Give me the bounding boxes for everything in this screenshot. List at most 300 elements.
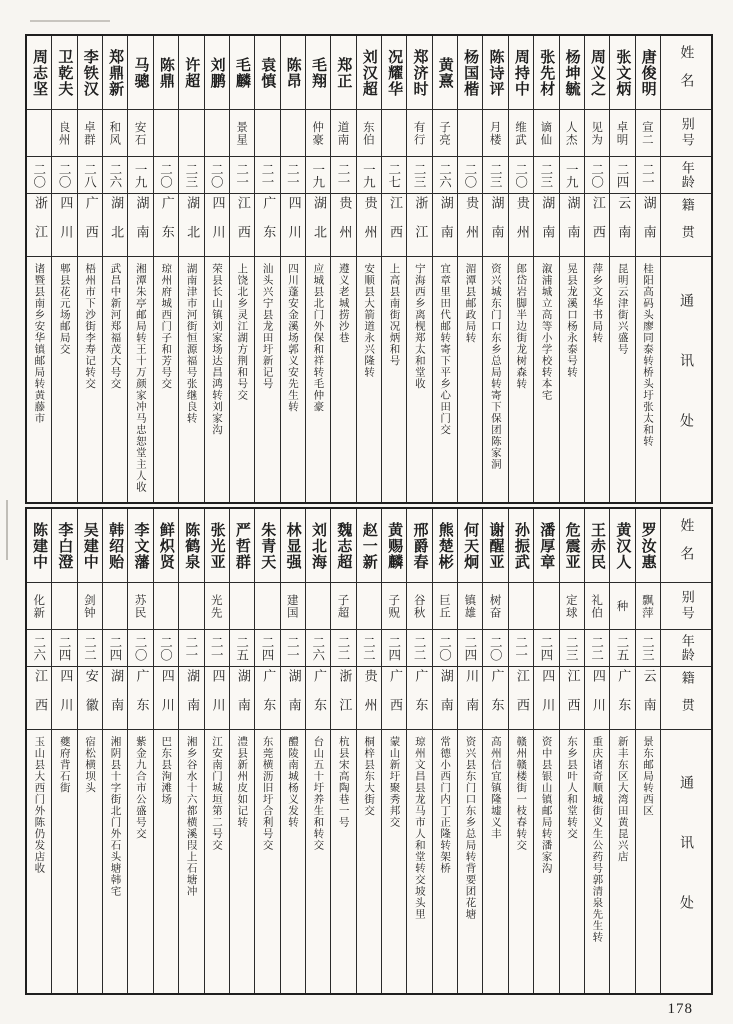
alias-cell: 子贶 xyxy=(382,583,406,630)
address-cell: 湘乡谷水十六都横溪叚上石塘冲 xyxy=(185,736,198,897)
entry-column xyxy=(509,509,534,993)
address-cell: 四川蓬安金溪场郭义安先生转 xyxy=(287,263,300,413)
address-cell: 郫县花元场邮局交 xyxy=(58,263,71,355)
age-cell: 二二 xyxy=(407,630,431,667)
header-age-label: 年龄 xyxy=(661,157,711,194)
entry-column xyxy=(281,36,306,502)
entry-column xyxy=(534,509,559,993)
entry-column xyxy=(306,36,331,502)
native-cell: 江西 xyxy=(560,667,584,730)
native-cell: 江西 xyxy=(509,667,533,730)
name-cell: 鲜炽贤 xyxy=(154,509,178,583)
native-cell: 广西 xyxy=(78,194,102,257)
age-cell: 二一 xyxy=(636,157,660,194)
native-cell: 湖南 xyxy=(230,667,254,730)
native-cell: 安徽 xyxy=(78,667,102,730)
entry-column xyxy=(331,36,356,502)
entry-column xyxy=(433,509,458,993)
native-cell: 湖南 xyxy=(179,667,203,730)
alias-cell: 建国 xyxy=(281,583,305,630)
name-cell: 潘厚章 xyxy=(534,509,558,583)
address-cell: 梧州市下沙街李寿记转交 xyxy=(84,263,97,390)
name-cell: 毛麟 xyxy=(230,36,254,110)
header-address-label: 通讯处 xyxy=(677,774,694,955)
address-cell: 醴陵南城杨义发转 xyxy=(287,736,300,828)
native-cell: 广东 xyxy=(154,194,178,257)
address-cell: 东乡县叶人和堂转交 xyxy=(565,736,578,840)
name-cell: 杨国楷 xyxy=(458,36,482,110)
alias-cell: 光先 xyxy=(205,583,229,630)
name-cell: 孙振武 xyxy=(509,509,533,583)
native-cell: 贵州 xyxy=(357,194,381,257)
alias-cell: 树奋 xyxy=(483,583,507,630)
entry-column xyxy=(230,509,255,993)
entry-column xyxy=(585,36,610,502)
age-cell: 二〇 xyxy=(205,157,229,194)
entry-column xyxy=(78,36,103,502)
header-name-label: 姓名 xyxy=(661,509,711,583)
entry-column xyxy=(357,36,382,502)
alias-cell: 定球 xyxy=(560,583,584,630)
address-cell: 高州信宜镇隆墟义丰 xyxy=(489,736,502,840)
header-address-label: 通讯处 xyxy=(677,292,694,473)
name-cell: 谢醒亚 xyxy=(483,509,507,583)
address-cell: 湖南津市河街恒源福号张继良转 xyxy=(185,263,198,424)
age-cell: 一九 xyxy=(560,157,584,194)
entry-column xyxy=(230,36,255,502)
entry-column xyxy=(458,36,483,502)
alias-cell xyxy=(306,583,330,630)
header-alias-label: 别号 xyxy=(661,110,711,157)
alias-cell xyxy=(179,110,203,157)
header-age-label: 年龄 xyxy=(661,630,711,667)
native-cell: 江西 xyxy=(230,194,254,257)
age-cell: 二六 xyxy=(433,157,457,194)
directory-table-top xyxy=(25,34,713,504)
address-cell: 遵义老城捞沙巷 xyxy=(337,263,350,344)
address-cell: 湘潭朱亭邮局转王十万颜家冲马忠恕堂主人收 xyxy=(134,263,147,493)
entry-column xyxy=(509,36,534,502)
alias-cell: 道南 xyxy=(331,110,355,157)
name-cell: 朱青天 xyxy=(255,509,279,583)
alias-cell: 巨丘 xyxy=(433,583,457,630)
alias-cell xyxy=(255,583,279,630)
alias-cell xyxy=(27,110,51,157)
age-cell: 二六 xyxy=(27,630,51,667)
address-cell: 桐梓县东大街交 xyxy=(363,736,376,817)
native-cell: 广西 xyxy=(382,667,406,730)
alias-cell: 谪仙 xyxy=(534,110,558,157)
name-cell: 张先材 xyxy=(534,36,558,110)
address-cell: 宿松横坝头 xyxy=(84,736,97,794)
alias-cell: 安石 xyxy=(128,110,152,157)
entry-column xyxy=(205,36,230,502)
directory-table-bottom xyxy=(25,507,713,995)
entry-column xyxy=(636,509,661,993)
address-cell: 紫金九合市公盛号交 xyxy=(134,736,147,840)
name-cell: 陈诗评 xyxy=(483,36,507,110)
entry-column xyxy=(103,36,128,502)
alias-cell xyxy=(281,110,305,157)
age-cell: 二三 xyxy=(483,157,507,194)
age-cell: 二一 xyxy=(179,630,203,667)
native-cell: 广东 xyxy=(128,667,152,730)
age-cell: 二〇 xyxy=(483,630,507,667)
native-cell: 广东 xyxy=(255,667,279,730)
native-cell: 云南 xyxy=(636,667,660,730)
name-cell: 黄汉人 xyxy=(610,509,634,583)
age-cell: 二一 xyxy=(205,630,229,667)
age-cell: 二五 xyxy=(610,630,634,667)
age-cell: 二三 xyxy=(407,157,431,194)
name-cell: 郑鼎新 xyxy=(103,36,127,110)
age-cell: 二〇 xyxy=(52,157,76,194)
native-cell: 湖南 xyxy=(636,194,660,257)
header-column xyxy=(661,509,711,993)
age-cell: 二一 xyxy=(281,630,305,667)
address-cell: 琼州文昌县龙马市人和堂转交坡头里 xyxy=(413,736,426,920)
address-cell: 萍乡文华书局转 xyxy=(591,263,604,344)
age-cell: 二二 xyxy=(357,630,381,667)
address-cell: 武昌中新河郑福茂大号交 xyxy=(109,263,122,390)
address-cell: 资兴城东门口东乡总局转寄下保团陈家洞 xyxy=(489,263,502,470)
age-cell: 二〇 xyxy=(458,157,482,194)
name-cell: 刘北海 xyxy=(306,509,330,583)
age-cell: 二一 xyxy=(281,157,305,194)
name-cell: 马骢 xyxy=(128,36,152,110)
native-cell: 四川 xyxy=(585,667,609,730)
age-cell: 二三 xyxy=(534,157,558,194)
address-cell: 玉山县大西门外陈仍发店收 xyxy=(33,736,46,874)
address-cell: 宁海西乡离枧郑太和堂收 xyxy=(413,263,426,390)
address-cell: 汕头兴宁县龙田圩新记号 xyxy=(261,263,274,390)
alias-cell: 剑钟 xyxy=(78,583,102,630)
native-cell: 四川 xyxy=(52,194,76,257)
address-cell: 东莞横沥旧圩合利号交 xyxy=(261,736,274,851)
native-cell: 广东 xyxy=(306,667,330,730)
name-cell: 唐俊明 xyxy=(636,36,660,110)
native-cell: 江西 xyxy=(27,667,51,730)
native-cell: 云南 xyxy=(610,194,634,257)
entry-column xyxy=(483,509,508,993)
native-cell: 贵州 xyxy=(509,194,533,257)
age-cell: 二四 xyxy=(52,630,76,667)
name-cell: 周持中 xyxy=(509,36,533,110)
name-cell: 黄熹 xyxy=(433,36,457,110)
alias-cell: 种 xyxy=(610,583,634,630)
name-cell: 李白澄 xyxy=(52,509,76,583)
alias-cell: 和风 xyxy=(103,110,127,157)
age-cell: 二八 xyxy=(78,157,102,194)
entry-column xyxy=(534,36,559,502)
address-cell: 安顺县大箭道永兴隆转 xyxy=(363,263,376,378)
alias-cell: 化新 xyxy=(27,583,51,630)
native-cell: 湖南 xyxy=(483,194,507,257)
address-cell: 宜章里田代邮转寄下平乡心田门交 xyxy=(439,263,452,436)
header-column xyxy=(661,36,711,502)
alias-cell xyxy=(154,110,178,157)
native-cell: 湖南 xyxy=(128,194,152,257)
age-cell: 二三 xyxy=(560,630,584,667)
address-cell: 上饶北乡灵江湖方荆和号交 xyxy=(236,263,249,401)
age-cell: 二〇 xyxy=(128,630,152,667)
age-cell: 二七 xyxy=(382,157,406,194)
entry-column xyxy=(128,509,153,993)
age-cell: 二一 xyxy=(255,157,279,194)
entry-column xyxy=(154,509,179,993)
entry-column xyxy=(52,509,77,993)
native-cell: 四川 xyxy=(52,667,76,730)
age-cell: 二〇 xyxy=(433,630,457,667)
entry-column xyxy=(382,36,407,502)
native-cell: 湖南 xyxy=(433,194,457,257)
address-cell: 诸暨县南乡安华镇邮局转黄藤市 xyxy=(33,263,46,424)
name-cell: 熊楚彬 xyxy=(433,509,457,583)
native-cell: 广东 xyxy=(407,667,431,730)
native-cell: 浙江 xyxy=(27,194,51,257)
address-cell: 溆浦城立高等小学校转本宅 xyxy=(540,263,553,401)
age-cell: 二三 xyxy=(636,630,660,667)
name-cell: 王赤民 xyxy=(585,509,609,583)
native-cell: 湖北 xyxy=(179,194,203,257)
address-cell: 重庆诸奇顺城街义生公药号郭清泉先生转 xyxy=(591,736,604,943)
name-cell: 许超 xyxy=(179,36,203,110)
age-cell: 一九 xyxy=(128,157,152,194)
entry-column xyxy=(357,509,382,993)
name-cell: 陈鼎 xyxy=(154,36,178,110)
entry-column xyxy=(52,36,77,502)
name-cell: 林显强 xyxy=(281,509,305,583)
entry-column xyxy=(407,36,432,502)
entry-column xyxy=(103,509,128,993)
age-cell: 二〇 xyxy=(154,630,178,667)
entry-column xyxy=(585,509,610,993)
header-native-label: 籍贯 xyxy=(661,667,711,730)
native-cell: 湖南 xyxy=(281,667,305,730)
entry-column xyxy=(560,36,585,502)
native-cell: 广东 xyxy=(483,667,507,730)
alias-cell xyxy=(534,583,558,630)
alias-cell: 仲豪 xyxy=(306,110,330,157)
entry-column xyxy=(128,36,153,502)
name-cell: 刘鹏 xyxy=(205,36,229,110)
page-number: 178 xyxy=(667,1001,693,1017)
alias-cell: 人杰 xyxy=(560,110,584,157)
address-cell: 夔府背石街 xyxy=(58,736,71,794)
native-cell: 湖南 xyxy=(433,667,457,730)
alias-cell: 苏民 xyxy=(128,583,152,630)
native-cell: 四川 xyxy=(154,667,178,730)
name-cell: 黄赐麟 xyxy=(382,509,406,583)
age-cell: 二四 xyxy=(458,630,482,667)
alias-cell xyxy=(154,583,178,630)
age-cell: 二二 xyxy=(585,630,609,667)
entry-column xyxy=(610,509,635,993)
age-cell: 二〇 xyxy=(509,157,533,194)
entry-column xyxy=(407,509,432,993)
entry-column xyxy=(255,509,280,993)
age-cell: 二〇 xyxy=(154,157,178,194)
native-cell: 湖南 xyxy=(103,667,127,730)
address-cell: 江安南门城垣第二号交 xyxy=(210,736,223,851)
age-cell: 二六 xyxy=(103,157,127,194)
alias-cell: 维武 xyxy=(509,110,533,157)
address-cell: 应城县北门外保和祥转毛仲豪 xyxy=(312,263,325,413)
entry-column xyxy=(636,36,661,502)
native-cell: 贵州 xyxy=(331,194,355,257)
name-cell: 赵一新 xyxy=(357,509,381,583)
age-cell: 二〇 xyxy=(27,157,51,194)
age-cell: 一九 xyxy=(357,157,381,194)
name-cell: 何天炯 xyxy=(458,509,482,583)
alias-cell xyxy=(458,110,482,157)
address-cell: 湘阴县十字街北门外石头塘韩宅 xyxy=(109,736,122,897)
header-name-label: 姓名 xyxy=(661,36,711,110)
native-cell: 浙江 xyxy=(407,194,431,257)
native-cell: 四川 xyxy=(281,194,305,257)
name-cell: 周志坚 xyxy=(27,36,51,110)
name-cell: 魏志超 xyxy=(331,509,355,583)
native-cell: 广东 xyxy=(610,667,634,730)
address-cell: 郎岱岩脚半边街龙树森转 xyxy=(515,263,528,390)
age-cell: 二一 xyxy=(331,157,355,194)
age-cell: 二一 xyxy=(230,157,254,194)
native-cell: 江西 xyxy=(382,194,406,257)
native-cell: 四川 xyxy=(534,667,558,730)
address-cell: 琼州府城西门子和芳号交 xyxy=(160,263,173,390)
header-native-label: 籍贯 xyxy=(661,194,711,257)
native-cell: 湖北 xyxy=(103,194,127,257)
age-cell: 二四 xyxy=(382,630,406,667)
age-cell: 二一 xyxy=(509,630,533,667)
scan-artifact xyxy=(30,20,110,22)
name-cell: 陈建中 xyxy=(27,509,51,583)
entry-column xyxy=(306,509,331,993)
entry-column xyxy=(433,36,458,502)
age-cell: 二二 xyxy=(78,630,102,667)
alias-cell: 见为 xyxy=(585,110,609,157)
age-cell: 二六 xyxy=(306,630,330,667)
native-cell: 江西 xyxy=(585,194,609,257)
alias-cell xyxy=(52,583,76,630)
age-cell: 一九 xyxy=(306,157,330,194)
name-cell: 毛翔 xyxy=(306,36,330,110)
name-cell: 邢爵春 xyxy=(407,509,431,583)
age-cell: 二三 xyxy=(179,157,203,194)
native-cell: 湖北 xyxy=(306,194,330,257)
entry-column xyxy=(560,509,585,993)
address-cell: 资兴县东门口东乡总局转背要团花塘 xyxy=(464,736,477,920)
alias-cell: 谷秋 xyxy=(407,583,431,630)
name-cell: 李铁汉 xyxy=(78,36,102,110)
address-cell: 常德小西门内丁正隆转架桥 xyxy=(439,736,452,874)
age-cell: 二五 xyxy=(230,630,254,667)
name-cell: 吴建中 xyxy=(78,509,102,583)
address-cell: 湄潭县邮政局转 xyxy=(464,263,477,344)
entry-column xyxy=(154,36,179,502)
name-cell: 卫乾夫 xyxy=(52,36,76,110)
native-cell: 川南 xyxy=(458,667,482,730)
age-cell: 二四 xyxy=(534,630,558,667)
alias-cell: 有行 xyxy=(407,110,431,157)
name-cell: 罗汝惠 xyxy=(636,509,660,583)
entry-column xyxy=(78,509,103,993)
entry-column xyxy=(331,509,356,993)
name-cell: 张光亚 xyxy=(205,509,229,583)
name-cell: 郑济时 xyxy=(407,36,431,110)
address-cell: 荣县长山镇刘家场达昌鸿转刘家沟 xyxy=(210,263,223,436)
entry-column xyxy=(483,36,508,502)
alias-cell: 礼伯 xyxy=(585,583,609,630)
alias-cell: 卓明 xyxy=(610,110,634,157)
address-cell: 蒙山新圩聚秀邦交 xyxy=(388,736,401,828)
address-cell: 上高县南街况炳和号 xyxy=(388,263,401,367)
name-cell: 陈鹤泉 xyxy=(179,509,203,583)
scan-artifact xyxy=(6,500,8,560)
alias-cell: 月楼 xyxy=(483,110,507,157)
age-cell: 二〇 xyxy=(585,157,609,194)
alias-cell: 东伯 xyxy=(357,110,381,157)
alias-cell: 飘萍 xyxy=(636,583,660,630)
name-cell: 张文炳 xyxy=(610,36,634,110)
address-cell: 资中县银山镇邮局转潘家沟 xyxy=(540,736,553,874)
alias-cell: 宣二 xyxy=(636,110,660,157)
alias-cell xyxy=(255,110,279,157)
native-cell: 浙江 xyxy=(331,667,355,730)
address-cell: 晃县龙溪口杨永泰号转 xyxy=(565,263,578,378)
entry-column xyxy=(458,509,483,993)
alias-cell: 子超 xyxy=(331,583,355,630)
entry-column xyxy=(205,509,230,993)
age-cell: 二四 xyxy=(103,630,127,667)
alias-cell: 良州 xyxy=(52,110,76,157)
entry-column xyxy=(27,36,52,502)
alias-cell xyxy=(357,583,381,630)
address-cell: 桂阳高码头廖同泰转桥头圩张太和转 xyxy=(642,263,655,447)
age-cell: 二四 xyxy=(610,157,634,194)
alias-cell xyxy=(103,583,127,630)
name-cell: 郑正 xyxy=(331,36,355,110)
address-cell: 新丰东区大湾田黄昆兴店 xyxy=(616,736,629,863)
name-cell: 刘汉超 xyxy=(357,36,381,110)
name-cell: 危震亚 xyxy=(560,509,584,583)
alias-cell xyxy=(509,583,533,630)
address-cell: 澧县新州皮如记转 xyxy=(236,736,249,828)
name-cell: 严哲群 xyxy=(230,509,254,583)
alias-cell xyxy=(205,110,229,157)
header-alias-label: 别号 xyxy=(661,583,711,630)
address-cell: 赣州赣楼街一枝春转交 xyxy=(515,736,528,851)
name-cell: 杨坤毓 xyxy=(560,36,584,110)
entry-column xyxy=(255,36,280,502)
alias-cell: 卓群 xyxy=(78,110,102,157)
entry-column xyxy=(179,36,204,502)
address-cell: 景东邮局转西区 xyxy=(642,736,655,817)
native-cell: 四川 xyxy=(205,667,229,730)
alias-cell xyxy=(179,583,203,630)
native-cell: 四川 xyxy=(205,194,229,257)
address-cell: 昆明云津街兴盛号 xyxy=(616,263,629,355)
age-cell: 二四 xyxy=(255,630,279,667)
entry-column xyxy=(610,36,635,502)
native-cell: 广东 xyxy=(255,194,279,257)
native-cell: 贵州 xyxy=(458,194,482,257)
alias-cell: 镇雄 xyxy=(458,583,482,630)
entry-column xyxy=(27,509,52,993)
entry-column xyxy=(179,509,204,993)
name-cell: 况耀华 xyxy=(382,36,406,110)
entry-column xyxy=(281,509,306,993)
